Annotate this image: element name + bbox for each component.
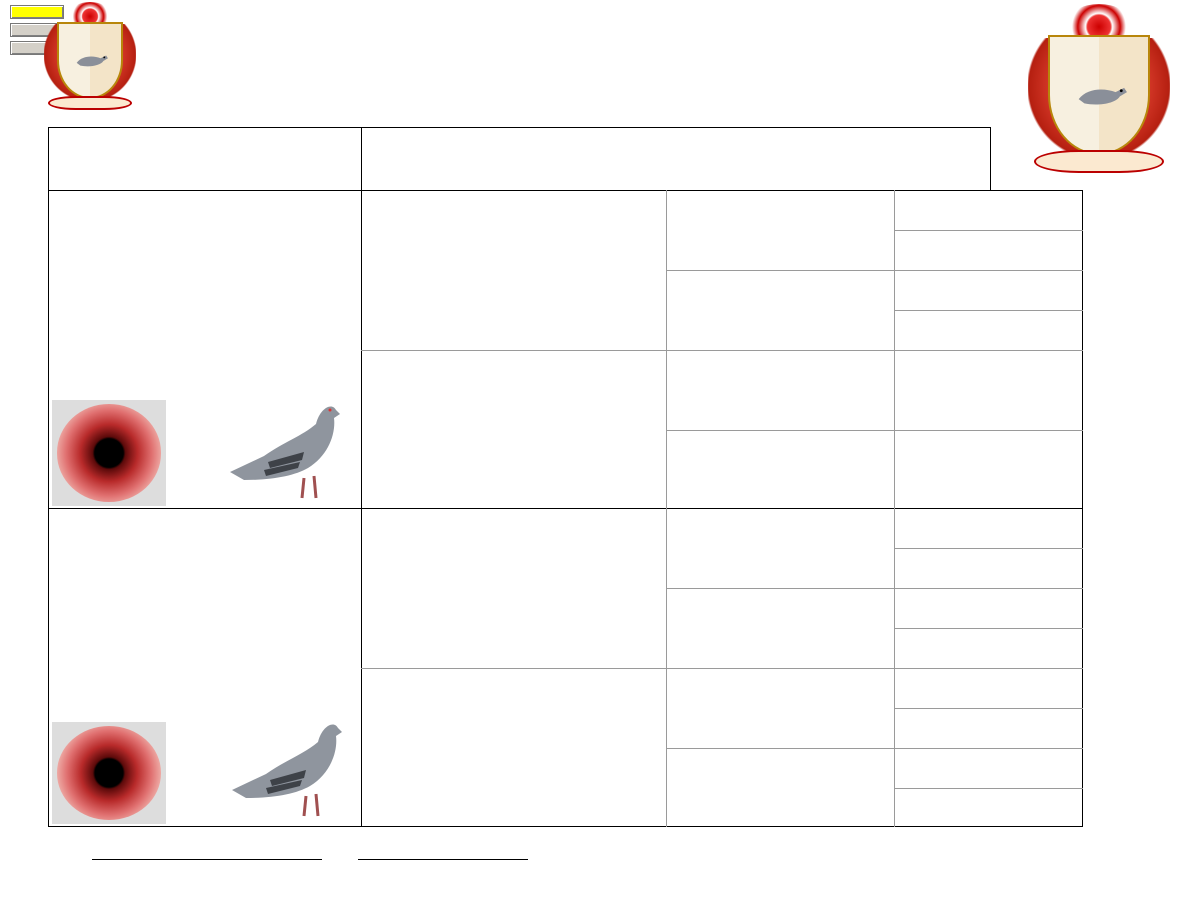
subject-panel <box>48 127 991 191</box>
signature-line <box>92 859 322 860</box>
crest-icon <box>1028 4 1170 176</box>
crest-ribbon <box>48 96 133 110</box>
pigeon-photo <box>224 712 348 822</box>
crest-ribbon <box>1034 150 1165 172</box>
eye-photo <box>52 722 166 824</box>
sire-remark <box>58 272 348 368</box>
crest-icon <box>44 2 136 112</box>
date-line <box>358 859 528 860</box>
pigeon-photo <box>224 394 344 504</box>
eye-photo <box>52 400 166 506</box>
